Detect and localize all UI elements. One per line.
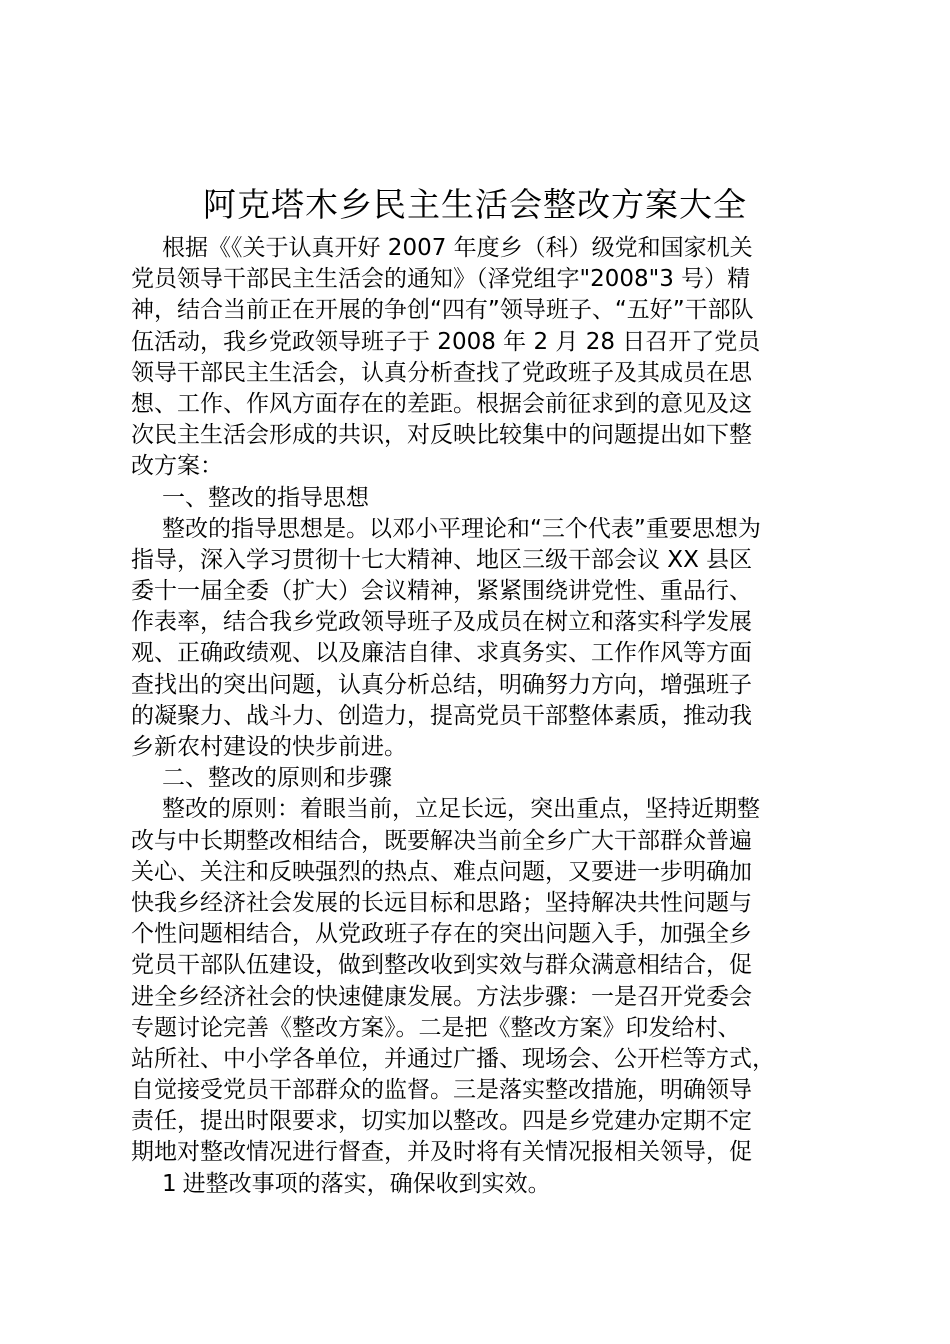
body-line: 专题讨论完善《整改方案》。二是把《整改方案》印发给村、: [131, 1014, 741, 1041]
body-line: 乡新农村建设的快步前进。: [131, 734, 407, 760]
body-line: 进整改事项的落实，确保收到实效。: [182, 1170, 551, 1197]
body-line: 查找出的突出问题，认真分析总结，明确努力方向，增强班子: [131, 671, 752, 698]
page-number: 1: [162, 1170, 177, 1197]
section-heading: 一、整改的指导思想: [162, 484, 369, 511]
body-line: 指导，深入学习贯彻十七大精神、地区三级干部会议 XX 县区: [131, 546, 753, 573]
body-line: 伍活动，我乡党政领导班子于 2008 年 2 月 28 日召开了党员: [131, 328, 761, 355]
body-line: 想、工作、作风方面存在的差距。根据会前征求到的意见及这: [131, 390, 752, 417]
body-line: 根据《《关于认真开好 2007 年度乡（科）级党和国家机关: [162, 235, 753, 261]
body-line: 党员领导干部民主生活会的通知》（泽党组字"2008"3 号）精: [131, 266, 751, 293]
body-line: 整改的原则：着眼当前，立足长远，突出重点，坚持近期整: [162, 796, 760, 823]
body-line: 整改的指导思想是。以邓小平理论和“三个代表”重要思想为: [162, 515, 761, 542]
body-line: 快我乡经济社会发展的长远目标和思路；坚持解决共性问题与: [131, 889, 752, 916]
body-line: 自觉接受党员干部群众的监督。三是落实整改措施，明确领导: [131, 1077, 752, 1104]
body-line: 党员干部队伍建设，做到整改收到实效与群众满意相结合，促: [131, 952, 752, 979]
body-line: 关心、关注和反映强烈的热点、难点问题，又要进一步明确加: [131, 858, 752, 885]
section-heading: 二、整改的原则和步骤: [162, 765, 392, 792]
body-line: 的凝聚力、战斗力、创造力，提高党员干部整体素质，推动我: [131, 702, 752, 729]
body-line: 责任，提出时限要求，切实加以整改。四是乡党建办定期不定: [131, 1108, 752, 1135]
body-line: 期地对整改情况进行督查，并及时将有关情况报相关领导，促: [131, 1139, 752, 1166]
body-line: 次民主生活会形成的共识，对反映比较集中的问题提出如下整: [131, 422, 752, 449]
body-line: 改与中长期整改相结合，既要解决当前全乡广大干部群众普遍: [131, 827, 752, 854]
body-line: 领导干部民主生活会，认真分析查找了党政班子及其成员在思: [131, 359, 752, 386]
last-line: [131, 1169, 831, 1200]
body-line: 个性问题相结合，从党政班子存在的突出问题入手，加强全乡: [131, 921, 752, 948]
body-line: 神，结合当前正在开展的争创“四有”领导班子、“五好”干部队: [131, 297, 754, 324]
body-line: 站所社、中小学各单位，并通过广播、现场会、公开栏等方式，: [131, 1045, 775, 1072]
body-line: 进全乡经济社会的快速健康发展。方法步骤：一是召开党委会: [131, 983, 752, 1010]
body-line: 观、正确政绩观、以及廉洁自律、求真务实、工作作风等方面: [131, 640, 752, 667]
body-line: 改方案：: [131, 453, 223, 480]
body-line: 委十一届全委（扩大）会议精神，紧紧围绕讲党性、重品行、: [131, 578, 752, 605]
document-body: [131, 233, 831, 1200]
document-title: 阿克塔木乡民主生活会整改方案大全: [203, 185, 747, 224]
body-line: 作表率，结合我乡党政领导班子及成员在树立和落实科学发展: [131, 609, 752, 636]
